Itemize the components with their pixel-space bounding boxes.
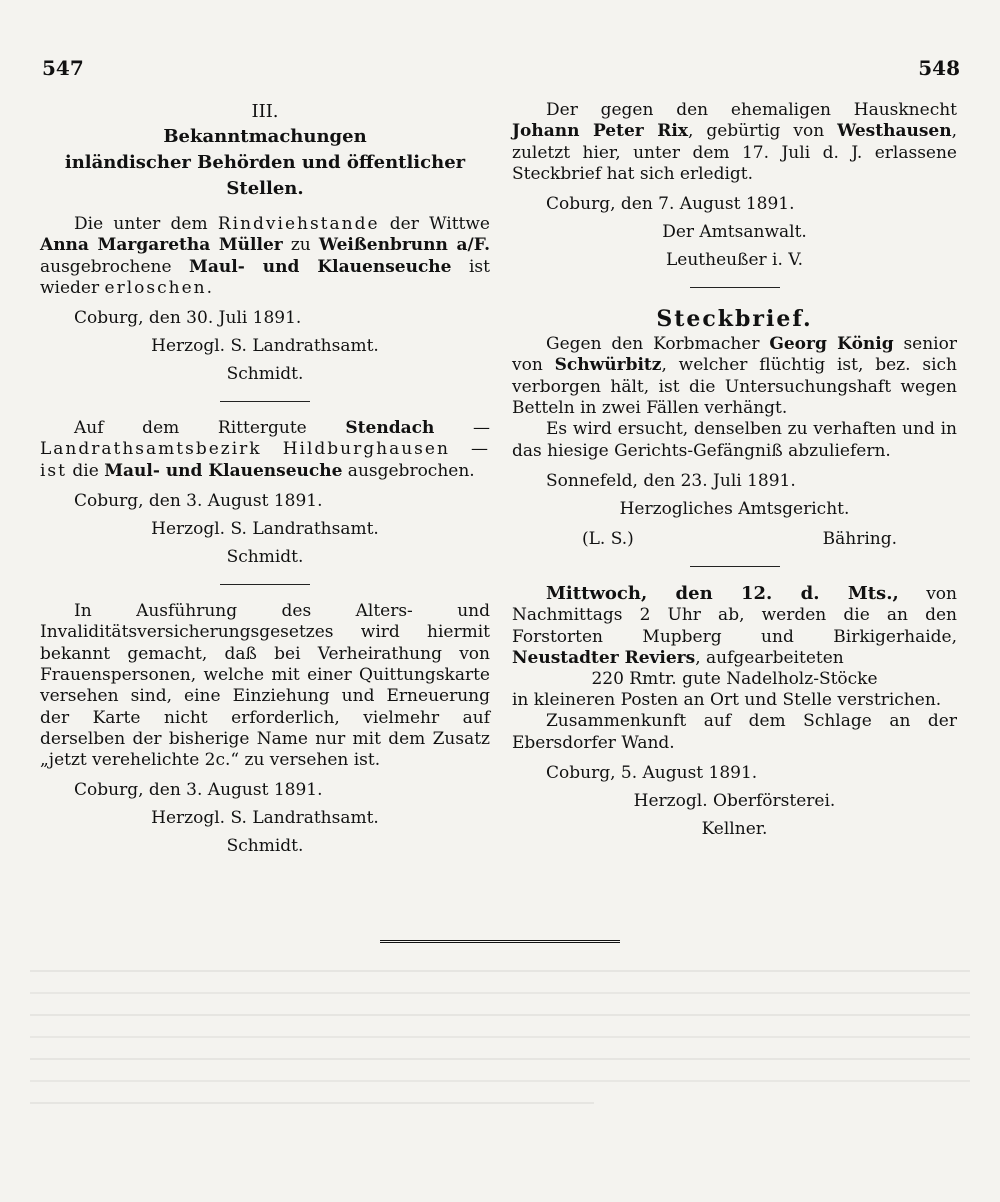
end-rule (380, 940, 620, 946)
text: von Nachmittags 2 Uhr ab, werden die an den Forstorten Mupberg und Birkigerhaide, (512, 583, 957, 647)
text: ausgebrochen. (342, 460, 475, 481)
disease-name: Maul- und Klauenseuche (189, 256, 452, 277)
section-title-line2: inländischer Behörden und öffentlicher Stellen. (64, 152, 466, 199)
notice-date: Coburg, den 3. August 1891. (74, 780, 323, 801)
notice-body: In Ausführung des Alters- und Invaliditätsversicherungsgesetzes wird hiermit bekannt gemacht, daß bei Verheirathung von Frauenspersonen, welche mit einer Quittungskarte versehen sind, eine Einziehung und Erneuerung der Karte nicht erforderlich, vielmehr auf derselben der bisherige Name nur mit dem Zusatz „jetzt verehelichte 2c.“ zu versehen ist. (40, 601, 490, 771)
notice-body (512, 100, 957, 185)
notice-seuche-stendach (40, 418, 490, 568)
text: ausgebrochene (40, 256, 190, 277)
auction-item: 220 Rmtr. gute Nadelholz-Stöcke (591, 669, 878, 690)
notice-signer: Bähring. (822, 528, 897, 549)
text: , aufgearbeiteten (695, 647, 844, 668)
seal-and-signer (512, 528, 957, 550)
notice-date: Coburg, den 3. August 1891. (74, 491, 323, 512)
notice-request: Es wird ersucht, denselben zu verhaften und in das hiesige Gerichts-Gefängniß abzuliefern. (512, 419, 957, 461)
steckbrief-title: Steckbrief. (656, 306, 813, 333)
person-name: Anna Margaretha Müller (40, 235, 283, 256)
text: der Wittwe (379, 214, 490, 234)
text: Landrathsamtsbezirk Hildburghausen — ist (40, 439, 490, 481)
text: zu (282, 235, 319, 256)
divider (690, 566, 780, 567)
text: Rindviehstande (217, 214, 380, 234)
auction-date: Mittwoch, den 12. d. Mts., (546, 582, 899, 604)
text: erloschen. (104, 277, 214, 298)
text: Auf dem Rittergute (74, 418, 346, 439)
place-name: Stendach (345, 418, 435, 439)
text: die (67, 460, 105, 481)
bleed-through-texture (30, 960, 970, 1170)
notice-body (512, 583, 957, 669)
seal-mark: (L. S.) (582, 528, 634, 549)
notice-holzversteigerung (512, 583, 957, 840)
notice-date: Coburg, den 7. August 1891. (546, 194, 795, 215)
text: Gegen den Korbmacher (546, 334, 770, 355)
text: Die unter dem (74, 214, 218, 234)
right-column (512, 100, 957, 840)
notice-date: Coburg, 5. August 1891. (546, 763, 758, 784)
notice-quittungskarte (40, 601, 490, 857)
person-name: Georg König (769, 334, 894, 355)
text: , gebürtig von (687, 121, 838, 142)
page-number-right: 548 (918, 56, 960, 80)
page-number-left: 547 (42, 56, 84, 80)
notice-office: Herzogl. S. Landrathsamt. (151, 336, 379, 357)
notice-seuche-erloschen (40, 214, 490, 385)
notice-office: Der Amtsanwalt. (662, 222, 807, 243)
notice-office: Herzogl. Oberförsterei. (633, 791, 836, 812)
notice-steckbrief-erledigt (512, 100, 957, 271)
text: , welcher flüchtig ist, bez. sich verborgen hält, ist die Untersuchungshaft wegen Betteln in zwei Fällen verhängt. (512, 355, 957, 419)
section-title-line1: Bekanntmachungen (163, 126, 367, 147)
text: — (434, 418, 490, 439)
notice-body (512, 334, 957, 419)
text: , zuletzt hier, unter dem 17. Juli d. J. erlassene Steckbrief hat sich erledigt. (512, 121, 957, 184)
notice-steckbrief (512, 304, 957, 550)
notice-body (40, 418, 490, 482)
notice-signer: Schmidt. (226, 547, 304, 568)
divider (220, 401, 310, 402)
notice-office: Herzogl. S. Landrathsamt. (151, 808, 379, 829)
text: Der gegen den ehemaligen Hausknecht (546, 100, 957, 120)
notice-meeting: Zusammenkunft auf dem Schlage an der Ebersdorfer Wand. (512, 711, 957, 753)
notice-office: Herzogl. S. Landrathsamt. (151, 519, 379, 540)
place-name: Schwürbitz (554, 355, 662, 376)
notice-office: Herzogliches Amtsgericht. (619, 498, 850, 519)
notice-signer: Leutheußer i. V. (666, 250, 803, 271)
divider (220, 584, 310, 585)
notice-text: in kleineren Posten an Ort und Stelle verstrichen. (512, 690, 942, 711)
notice-signer: Schmidt. (226, 836, 304, 857)
notice-signer: Schmidt. (226, 364, 304, 385)
notice-date: Sonnefeld, den 23. Juli 1891. (546, 470, 796, 491)
left-column (40, 100, 490, 857)
disease-name: Maul- und Klauenseuche (104, 460, 343, 481)
place-name: Westhausen (837, 121, 952, 142)
section-numeral: III. (251, 101, 279, 122)
divider (690, 287, 780, 288)
person-name: Johann Peter Rix (512, 121, 688, 142)
text: senior von (512, 334, 957, 376)
notice-body (40, 214, 490, 299)
place-name: Weißenbrunn a/F. (318, 235, 490, 256)
notice-signer: Kellner. (701, 819, 768, 840)
text: ist wieder (40, 256, 490, 298)
place-name: Neustadter Reviers (512, 647, 696, 668)
notice-date: Coburg, den 30. Juli 1891. (74, 308, 302, 329)
